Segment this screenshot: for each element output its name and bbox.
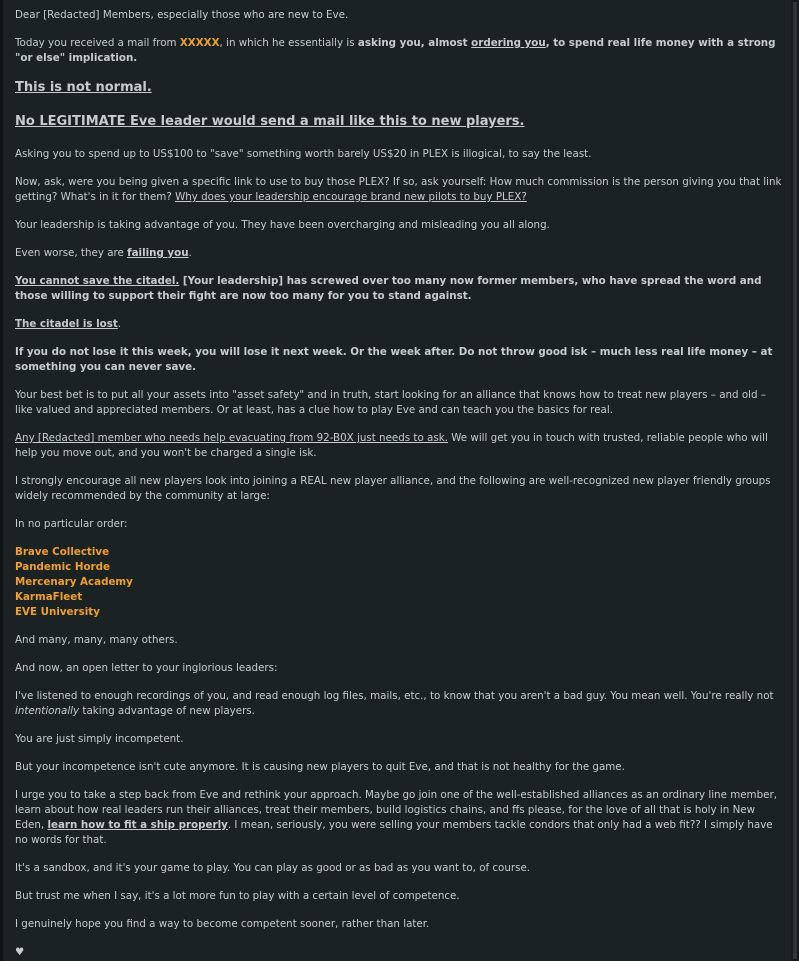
heading-no-legitimate: No LEGITIMATE Eve leader would send a mail like this to new players.: [15, 114, 525, 129]
paragraph-11: I strongly encourage all new players look into joining a REAL new player alliance, and the following are well-recognized new player friendly groups widely recommended by the community at large:: [15, 475, 771, 502]
alliance-link[interactable]: Pandemic Horde: [15, 561, 110, 573]
alliance-link[interactable]: KarmaFleet: [15, 591, 83, 603]
paragraph-13: And many, many, many others.: [15, 634, 178, 646]
paragraph-20: But trust me when I say, it's a lot more fun to play with a certain level of competence.: [15, 890, 460, 902]
paragraph-3: Now, ask, were you being given a specific link to use to buy those PLEX? If so, ask yourself: How much commission is the person giving you that link getting? What's in it for them? Why does your leadership encourage brand new pilots to buy PLEX?: [15, 176, 782, 203]
paragraph-9: Your best bet is to put all your assets into "asset safety" and in truth, start looking for an alliance that knows how to treat new players – and old – like valued and appreciated members. Or at least, has a clue how to play Eve and can teach you the basics for real.: [15, 389, 766, 416]
paragraph-5: Even worse, they are failing you.: [15, 247, 192, 259]
greeting: Dear [Redacted] Members, especially those who are new to Eve.: [15, 9, 349, 21]
paragraph-8: If you do not lose it this week, you will lose it next week. Or the week after. Do not throw good isk – much less real life money – at something you can never save.: [15, 346, 773, 373]
paragraph-4: Your leadership is taking advantage of you. They have been overcharging and misleading you all along.: [15, 219, 550, 231]
scrollbar[interactable]: [791, 0, 799, 961]
paragraph-17: But your incompetence isn't cute anymore. It is causing new players to quit Eve, and that is not healthy for the game.: [15, 761, 625, 773]
paragraph-14: And now, an open letter to your inglorious leaders:: [15, 662, 278, 674]
alliance-link[interactable]: Brave Collective: [15, 546, 110, 558]
scrollbar-thumb[interactable]: [793, 2, 797, 959]
mail-body: [15, 8, 785, 961]
paragraph-2: Asking you to spend up to US$100 to "save" something worth barely US$20 in PLEX is illogical, to say the least.: [15, 148, 592, 160]
alliance-link[interactable]: EVE University: [15, 606, 100, 618]
paragraph-7: The citadel is lost.: [15, 318, 122, 330]
sender-name[interactable]: XXXXX: [179, 37, 220, 49]
paragraph-18: I urge you to take a step back from Eve and rethink your approach. Maybe go join one of the well-established alliances as an ordinary line member, learn about how real leaders run their alliances, treat their members, build logistics chains, and ffs please, for the love of all that is holy in New Eden, learn how to fit a ship properly. I mean, seriously, you were selling your members tackle condors that only had a web fit?? I simply have no words for that.: [15, 789, 777, 846]
heading-not-normal: This is not normal.: [15, 80, 152, 95]
paragraph-6: You cannot save the citadel. [Your leadership] has screwed over too many now former members, who have spread the word and those willing to support their fight are now too many for you to stand against.: [15, 275, 762, 302]
heart-icon: ♥: [15, 946, 25, 958]
alliance-link[interactable]: Mercenary Academy: [15, 576, 133, 588]
paragraph-19: It's a sandbox, and it's your game to play. You can play as good or as bad as you want to, of course.: [15, 862, 531, 874]
paragraph-21: I genuinely hope you find a way to become competent sooner, rather than later.: [15, 918, 430, 930]
alliance-list: [15, 545, 785, 620]
paragraph-1: Today you received a mail from XXXXX, in which he essentially is asking you, almost ordering you, to spend real life money with a strong "or else" implication.: [15, 37, 776, 64]
paragraph-12: In no particular order:: [15, 518, 128, 530]
paragraph-10: Any [Redacted] member who needs help evacuating from 92-B0X just needs to ask. We will get you in touch with trusted, reliable people who will help you move out, and you won't be charged a single isk.: [15, 432, 768, 459]
paragraph-16: You are just simply incompetent.: [15, 733, 184, 745]
paragraph-15: I've listened to enough recordings of you, and read enough log files, mails, etc., to know that you aren't a bad guy. You mean well. You're really not intentionally taking advantage of new players.: [15, 690, 774, 717]
